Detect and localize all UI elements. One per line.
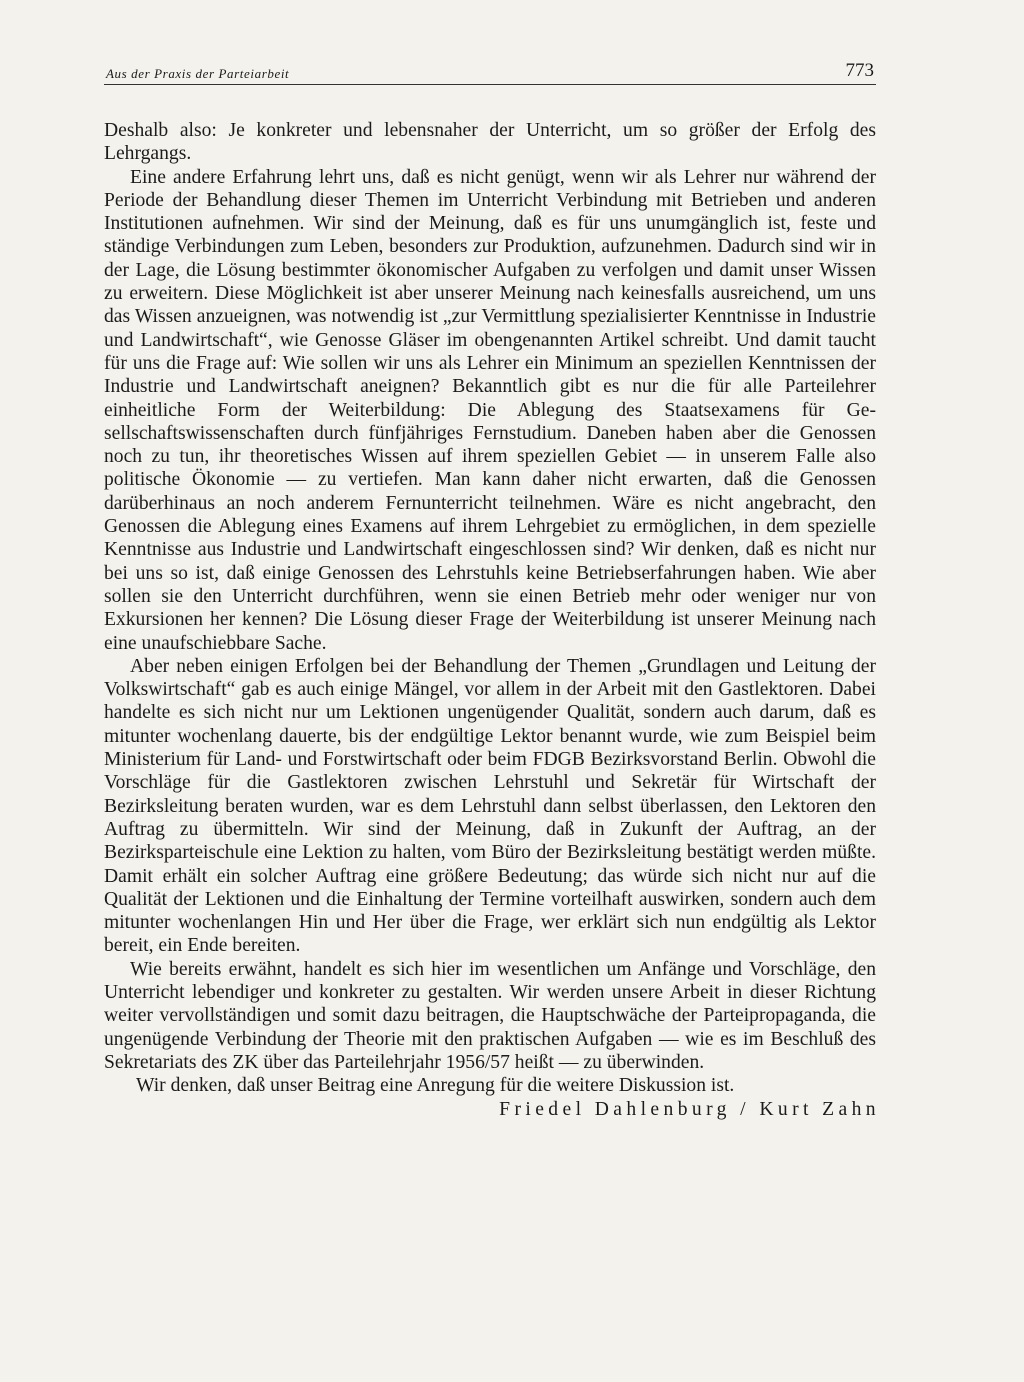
section-title: Aus der Praxis der Parteiarbeit <box>106 66 290 81</box>
paragraph-3: Aber neben einigen Erfolgen bei der Behandlung der Themen „Grundlagen und Leitung der Volkswirtschaft“ gab es auch einige Mängel, vor allem in der Arbeit mit den Gastlektoren. Dabei handelte es sich nicht nur um Lektionen ungenügender Qualität, sondern auch darum, daß es mitunter wochenlang dauerte, bis der endgültige Lektor benannt wurde, wie zum Beispiel beim Ministerium für Land- und Forstwirtschaft oder beim FDGB Bezirksvorstand Berlin. Obwohl die Vorschläge für die Gastlektoren zwischen Lehrstuhl und Sekretär für Wirtschaft der Bezirksleitung beraten wurden, war es dem Lehrstuhl dann selbst überlassen, den Lektoren den Auftrag zu übermitteln. Wir sind der Meinung, daß in Zukunft der Auftrag, an der Bezirksparteischule eine Lektion zu halten, vom Büro der Bezirksleitung bestätigt werden müßte. Damit erhält ein solcher Auftrag eine größere Bedeutung; das würde sich nicht nur auf die Qualität der Lektionen und die Einhaltung der Termine vorteilhaft auswirken, sondern auch dem mitunter wochenlangen Hin und Her über die Frage, wer erklärt sich nun endgültig als Lektor bereit, ein Ende bereiten. <box>104 655 876 957</box>
paragraph-2: Eine andere Erfahrung lehrt uns, daß es nicht genügt, wenn wir als Lehrer nur während der Periode der Behandlung dieser Themen im Unterricht Verbindung mit Betrieben und anderen Institutionen aufnehmen. Wir sind der Meinung, daß es für uns unumgänglich ist, feste und ständige Verbindungen zum Leben, besonders zur Produktion, aufzunehmen. Dadurch sind wir in der Lage, die Lösung bestimmter ökonomischer Aufgaben zu verfolgen und damit unser Wissen zu erweitern. Diese Möglichkeit ist aber unserer Meinung nach keinesfalls ausreichend, um uns das Wissen anzueignen, was notwendig ist „zur Vermittlung spezialisierter Kenntnisse in Industrie und Landwirtschaft“, wie Genosse Gläser im obengenannten Artikel schreibt. Und damit taucht für uns die Frage auf: Wie sollen wir uns als Lehrer ein Minimum an speziellen Kenntnissen der Industrie und Landwirtschaft aneignen? Bekanntlich gibt es nur die für alle Parteilehrer einheitliche Form der Weiterbildung: Die Ablegung des Staatsexamens für Gesellschaftswissenschaften durch fünfjähriges Fernstudium. Daneben haben aber die Genossen noch zu tun, ihr theoretisches Wissen auf ihrem speziellen Gebiet — in unserem Falle also politische Ökonomie — zu vertiefen. Man kann daher nicht erwarten, daß die Genossen darüberhinaus an noch anderem Fernunterricht teilnehmen. Wäre es nicht angebracht, den Genossen die Ablegung eines Examens auf ihrem Lehrgebiet zu ermöglichen, in dem spezielle Kenntnisse aus Industrie und Landwirtschaft eingeschlossen sind? Wir denken, daß es nicht nur bei uns so ist, daß einige Genossen des Lehrstuhls keine Betriebserfahrungen haben. Wie aber sollen sie den Unterricht durchführen, wenn sie einen Betrieb mehr oder weniger nur von Exkursionen her kennen? Die Lösung dieser Frage der Weiterbildung ist unserer Meinung nach eine unaufschiebbare Sache. <box>104 166 876 654</box>
paragraph-4: Wie bereits erwähnt, handelt es sich hier im wesentlichen um Anfänge und Vorschläge, den Unterricht lebendiger und konkreter zu gestalten. Wir werden unsere Arbeit in dieser Richtung weiter vervollständigen und somit dazu beitragen, die Hauptschwäche der Parteipropaganda, die ungenügende Verbindung der Theorie mit den praktischen Aufgaben — wie es im Beschluß des Sekretariats des ZK über das Parteilehrjahr 1956/57 heißt — zu überwinden. <box>104 958 876 1073</box>
article-body <box>104 119 876 1097</box>
document-page <box>104 56 880 1123</box>
paragraph-1: Deshalb also: Je konkreter und lebensnaher der Unterricht, um so größer der Erfolg des Lehrgangs. <box>104 120 876 165</box>
running-header <box>104 56 876 85</box>
page-number: 773 <box>845 60 874 81</box>
author-signature: Friedel Dahlenburg / Kurt Zahn <box>499 1099 880 1121</box>
closing-sentence: Wir denken, daß unser Beitrag eine Anregung für die weitere Diskussion ist. <box>136 1075 735 1097</box>
